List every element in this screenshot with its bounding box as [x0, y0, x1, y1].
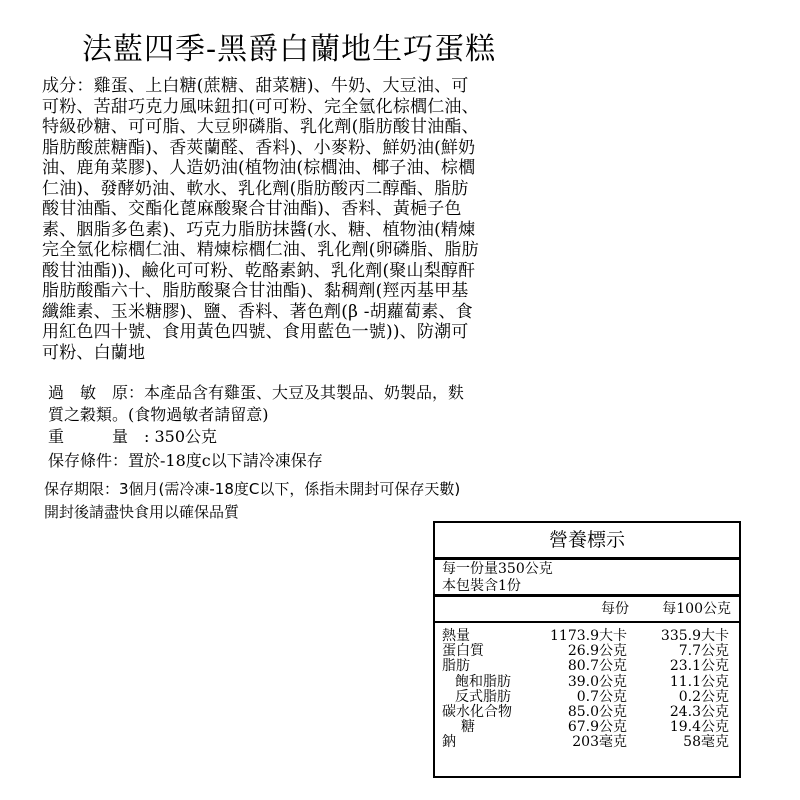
nutrient-name: 熱量	[442, 628, 470, 644]
ingredients-line: 可粉、苦甜巧克力風味鈕扣(可可粉、完全氫化棕櫚仁油、	[42, 96, 479, 117]
ingredients-line: 仁油)、發酵奶油、軟水、乳化劑(脂肪酸丙二醇酯、脂肪	[42, 178, 469, 199]
nutrition-facts-table	[433, 521, 741, 778]
ingredients-text	[42, 76, 532, 363]
nutrient-per-100g: 11.1公克	[669, 673, 729, 690]
nutrient-per-serving: 85.0公克	[567, 703, 627, 720]
ingredients-line: 脂肪酸蔗糖酯)、香莢蘭醛、香料)、小麥粉、鮮奶油(鮮奶	[42, 137, 476, 158]
nutrient-row	[435, 735, 739, 750]
nutrient-name: 飽和脂肪	[455, 673, 511, 690]
nutrient-per-serving: 203毫克	[572, 734, 627, 751]
nutrient-per-serving: 80.7公克	[567, 658, 627, 675]
ingredients-line: 成分：雞蛋、上白糖(蔗糖、甜菜糖)、牛奶、大豆油、可	[42, 76, 469, 96]
ingredients-line: 完全氫化棕櫚仁油、精煉棕櫚仁油、乳化劑(卵磷脂、脂肪	[42, 240, 479, 260]
nutrient-per-serving: 0.7公克	[576, 688, 627, 705]
allergen-line: 過 敏 原：本產品含有雞蛋、大豆及其製品、奶製品，麩	[48, 383, 465, 402]
allergen-statement	[48, 382, 528, 426]
serving-info	[435, 560, 739, 597]
ingredients-line: 可粉、白蘭地	[42, 342, 146, 363]
nutrient-row	[435, 705, 739, 720]
ingredients-line: 纖維素、玉米糖膠)、鹽、香料、著色劑(β -胡蘿蔔素、食	[42, 301, 473, 322]
nutrient-name: 碳水化合物	[442, 703, 512, 720]
product-title: 法藍四季-黑爵白蘭地生巧蛋糕	[82, 32, 497, 67]
col-per-serving: 每份	[601, 601, 629, 617]
ingredients-line: 脂肪酸酯六十、脂肪酸聚合甘油酯)、黏稠劑(羥丙基甲基	[42, 281, 469, 301]
storage-conditions: 保存條件：置於-18度c以下請冷凍保存	[48, 451, 323, 470]
ingredients-line: 酸甘油酯、交酯化蓖麻酸聚合甘油酯)、香料、黃梔子色	[42, 199, 462, 219]
nutrition-rows	[435, 623, 739, 751]
ingredients-line: 素、胭脂多色素)、巧克力脂肪抹醬(水、糖、植物油(精煉	[42, 219, 476, 240]
nutrition-header: 營養標示	[435, 523, 739, 560]
nutrient-name: 反式脂肪	[455, 688, 511, 705]
nutrient-name: 脂肪	[442, 658, 470, 675]
ingredients-line: 油、鹿角菜膠)、人造奶油(植物油(棕櫚油、椰子油、棕櫚	[42, 158, 476, 178]
ingredients-line: 用紅色四十號、食用黃色四號、食用藍色一號))、防潮可	[42, 322, 469, 342]
col-per-100g: 每100公克	[662, 601, 731, 617]
net-weight-value: : 350公克	[144, 427, 218, 446]
nutrient-per-100g: 335.9大卡	[660, 628, 729, 644]
nutrition-column-headers	[435, 597, 739, 623]
nutrient-per-serving: 1173.9大卡	[550, 628, 627, 644]
nutrient-per-100g: 24.3公克	[669, 703, 729, 720]
allergen-line: 質之穀類。(食物過敏者請留意)	[48, 405, 269, 424]
nutrient-row	[435, 690, 739, 705]
nutrient-per-serving: 26.9公克	[567, 643, 627, 660]
nutrient-row	[435, 629, 739, 644]
serving-size: 每一份量350公克	[442, 561, 553, 577]
after-opening-note: 開封後請盡快食用以確保品質	[44, 503, 240, 521]
nutrient-per-100g: 0.2公克	[678, 688, 729, 705]
ingredients-line: 特級砂糖、可可脂、大豆卵磷脂、乳化劑(脂肪酸甘油酯、	[42, 117, 479, 137]
ingredients-line: 酸甘油酯))、鹼化可可粉、乾酪素鈉、乳化劑(聚山梨醇酐	[42, 260, 476, 281]
nutrient-per-100g: 58毫克	[683, 734, 729, 751]
shelf-life: 保存期限：3個月(需冷凍-18度C以下，係指未開封可保存天數)	[44, 480, 461, 498]
nutrient-per-100g: 7.7公克	[678, 643, 729, 660]
nutrient-row	[435, 675, 739, 690]
nutrient-per-100g: 23.1公克	[669, 658, 729, 675]
net-weight-label: 重 量	[48, 427, 129, 446]
nutrient-row	[435, 659, 739, 674]
nutrient-name: 蛋白質	[442, 643, 484, 660]
servings-per-pack: 本包裝含1份	[442, 578, 521, 594]
net-weight	[48, 427, 217, 447]
nutrient-name: 糖	[461, 719, 475, 736]
nutrient-per-serving: 39.0公克	[567, 673, 627, 690]
nutrient-per-100g: 19.4公克	[669, 719, 729, 736]
nutrient-per-serving: 67.9公克	[567, 719, 627, 736]
nutrient-name: 鈉	[442, 734, 456, 751]
